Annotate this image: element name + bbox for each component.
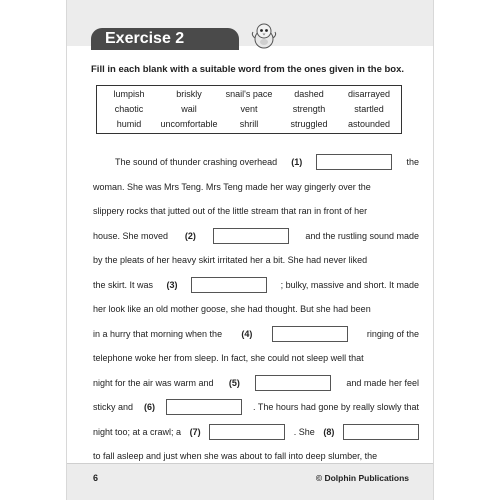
blank-number-6: (6)	[144, 402, 156, 412]
word-bank-item: briskly	[176, 89, 202, 99]
passage-fragment: telephone woke her from sleep. In fact, she could not sleep well that	[93, 353, 364, 363]
word-bank-box	[96, 85, 402, 134]
blank-1-input[interactable]	[316, 154, 392, 170]
blank-number-7: (7)	[189, 426, 201, 437]
word-bank-item: wail	[181, 104, 197, 114]
exercise-title: Exercise 2	[105, 30, 185, 47]
blank-number-1: (1)	[291, 157, 303, 167]
passage-fragment: slippery rocks that jutted out of the little stream that ran in front of her	[93, 206, 368, 216]
passage-line	[93, 371, 419, 396]
publisher-credit: © Dolphin Publications	[315, 473, 409, 483]
passage-line	[93, 199, 419, 224]
word-bank-item: chaotic	[114, 104, 144, 114]
passage-line	[93, 346, 419, 371]
passage-line	[93, 224, 419, 249]
word-bank-item: dashed	[294, 89, 324, 99]
passage-fragment: woman. She was Mrs Teng. Mrs Teng made her way gingerly over the	[93, 181, 371, 192]
word-bank-item: startled	[354, 104, 384, 114]
word-bank-item: strength	[292, 104, 326, 114]
passage-line	[93, 322, 419, 347]
passage-fragment: ringing of the	[366, 328, 419, 339]
word-bank-item: vent	[240, 104, 258, 114]
bird-mascot-icon	[249, 21, 279, 51]
blank-3-input[interactable]	[191, 277, 267, 293]
word-bank-item: snail's pace	[225, 89, 273, 99]
passage-fragment: . The hours had gone by really slowly that	[253, 402, 419, 412]
passage-fragment: and the rustling sound made	[305, 230, 419, 241]
workbook-page	[66, 0, 434, 500]
passage-fragment: in a hurry that morning when the	[93, 328, 223, 339]
blank-2-input[interactable]	[213, 228, 289, 244]
word-bank-item: astounded	[347, 119, 391, 129]
passage-text	[93, 150, 419, 469]
instruction-text: Fill in each blank with a suitable word from the ones given in the box.	[91, 64, 405, 75]
word-bank-item: uncomfortable	[160, 119, 218, 129]
passage-line	[93, 273, 419, 298]
passage-fragment: night too; at a crawl; a	[93, 426, 182, 437]
passage-line	[93, 297, 419, 322]
passage-line	[93, 150, 419, 175]
blank-number-2: (2)	[184, 230, 196, 241]
blank-5-input[interactable]	[255, 375, 331, 391]
passage-fragment: The sound of thunder crashing overhead	[115, 157, 278, 167]
word-bank-item: disarrayed	[347, 89, 391, 99]
blank-number-5: (5)	[228, 377, 240, 388]
passage-fragment: sticky and	[93, 402, 134, 412]
passage-fragment: house. She moved	[93, 230, 169, 241]
blank-4-input[interactable]	[272, 326, 348, 342]
page-number: 6	[93, 473, 99, 483]
word-bank-item: lumpish	[113, 89, 145, 99]
passage-line	[93, 175, 419, 200]
passage-fragment: . She	[293, 426, 315, 437]
word-bank-item: struggled	[290, 119, 328, 129]
passage-line	[93, 420, 419, 445]
blank-number-3: (3)	[166, 279, 178, 290]
blank-8-input[interactable]	[343, 424, 419, 440]
passage-fragment: to fall asleep and just when she was about to fall into deep slumber, the	[93, 451, 378, 461]
blank-number-4: (4)	[241, 328, 253, 339]
passage-line	[93, 395, 419, 420]
word-bank-item: shrill	[239, 119, 259, 129]
passage-fragment: her look like an old mother goose, she had thought. But she had been	[93, 304, 371, 314]
passage-fragment: ; bulky, massive and short. It made	[280, 279, 419, 290]
passage-line	[93, 248, 419, 273]
passage-fragment: the skirt. It was	[93, 279, 154, 290]
blank-number-8: (8)	[323, 426, 335, 437]
blank-6-input[interactable]	[166, 399, 242, 415]
page-footer	[67, 463, 433, 500]
passage-fragment: and made her feel	[346, 377, 419, 388]
passage-fragment: the	[406, 157, 419, 167]
passage-fragment: night for the air was warm and	[93, 377, 214, 388]
word-bank-item: humid	[116, 119, 142, 129]
passage-fragment: by the pleats of her heavy skirt irritated her a bit. She had never liked	[93, 255, 368, 265]
blank-7-input[interactable]	[209, 424, 285, 440]
